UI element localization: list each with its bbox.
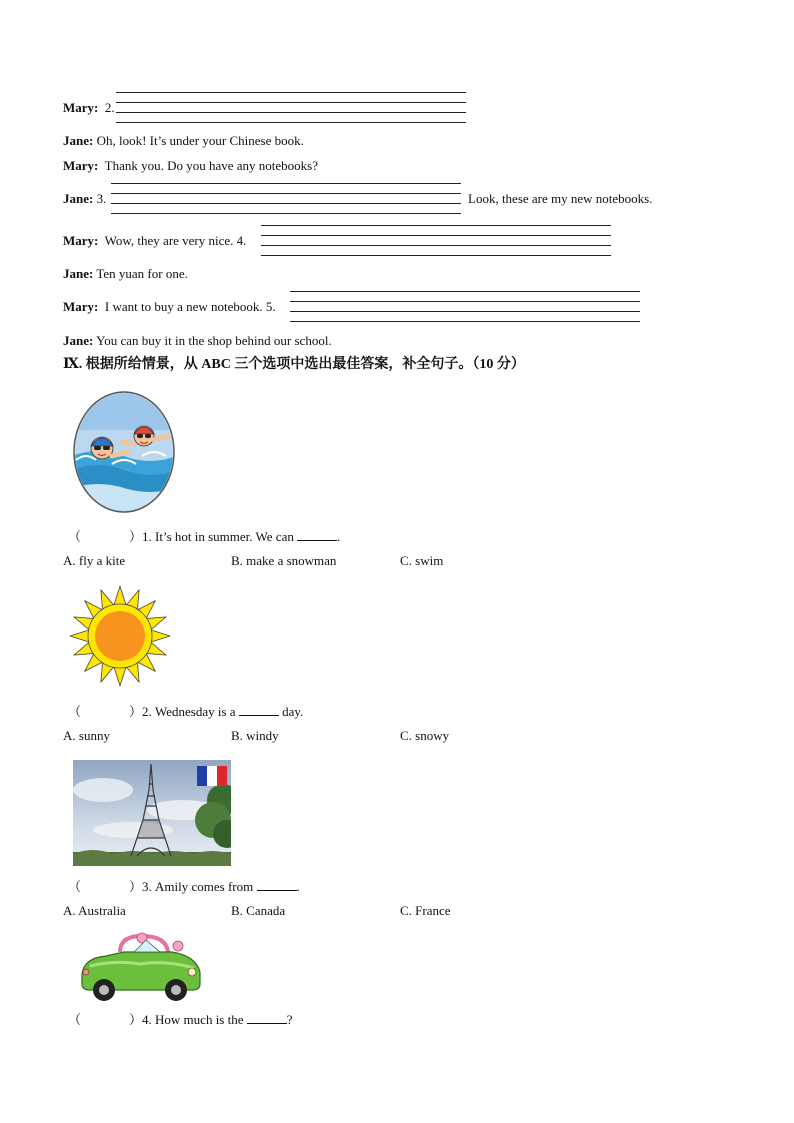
- dialogue-text: 3.: [96, 191, 107, 206]
- answer-line: [111, 213, 461, 214]
- answer-line: [261, 245, 611, 246]
- option-a: A. sunny: [63, 728, 110, 743]
- swimming-children-icon: [72, 390, 176, 514]
- dialogue-line: [63, 266, 188, 282]
- dialogue-text: Wow, they are very nice. 4.: [104, 233, 247, 248]
- answer-line: [111, 193, 461, 194]
- dialogue-line: [63, 233, 246, 249]
- speaker-label: Jane:: [63, 333, 94, 348]
- answer-line: [290, 321, 640, 322]
- option-c: C. France: [400, 903, 451, 918]
- answer-line: [116, 122, 466, 123]
- answer-line: [290, 301, 640, 302]
- question-stem-end: ?: [286, 1012, 293, 1027]
- dialogue-line: [63, 333, 332, 349]
- blank-line: [297, 528, 337, 541]
- dialogue-line: [63, 100, 115, 116]
- question-1: [68, 528, 340, 545]
- answer-line: [261, 235, 611, 236]
- question-stem: 2. Wednesday is a: [142, 704, 236, 719]
- option-b: B. make a snowman: [231, 553, 337, 568]
- question-4: [68, 1011, 293, 1028]
- question-stem: 4. How much is the: [142, 1012, 244, 1027]
- answer-line: [111, 203, 461, 204]
- question-2: [68, 703, 303, 720]
- option-b: B. Canada: [231, 903, 286, 918]
- answer-paren-close: ）: [129, 879, 143, 894]
- answer-paren-open: （: [68, 1012, 82, 1027]
- question-stem-end: .: [337, 529, 341, 544]
- speaker-label: Mary:: [63, 299, 99, 314]
- option-c: C. swim: [400, 553, 444, 568]
- question-3: [68, 878, 300, 895]
- question-stem-end: .: [296, 879, 300, 894]
- speaker-label: Mary:: [63, 233, 99, 248]
- question-stem: 3. Amily comes from: [142, 879, 254, 894]
- toy-car-icon: [76, 930, 206, 1004]
- question-stem: 1. It’s hot in summer. We can: [142, 529, 294, 544]
- dialogue-text: 2.: [104, 100, 115, 115]
- dialogue-text: Oh, look! It’s under your Chinese book.: [96, 133, 304, 148]
- answer-line: [290, 291, 640, 292]
- answer-line: [116, 102, 466, 103]
- dialogue-line: [63, 158, 318, 174]
- speaker-label: Mary:: [63, 158, 99, 173]
- blank-line: [257, 878, 297, 891]
- answer-line: [111, 183, 461, 184]
- answer-line: [261, 255, 611, 256]
- dialogue-line: [63, 191, 106, 207]
- answer-line: [116, 92, 466, 93]
- eiffel-tower-photo: [73, 760, 231, 866]
- dialogue-text: I want to buy a new notebook. 5.: [104, 299, 276, 314]
- sun-icon: [68, 585, 172, 687]
- dialogue-text: Ten yuan for one.: [96, 266, 188, 281]
- speaker-label: Jane:: [63, 266, 94, 281]
- speaker-label: Mary:: [63, 100, 99, 115]
- answer-line: [290, 311, 640, 312]
- blank-line: [239, 703, 279, 716]
- dialogue-text-after: Look, these are my new notebooks.: [468, 191, 653, 206]
- section-heading: Ⅸ. 根据所给情景，从 ABC 三个选项中选出最佳答案，补全句子。（10 分）: [63, 357, 525, 372]
- option-a: A. Australia: [63, 903, 126, 918]
- speaker-label: Jane:: [63, 133, 94, 148]
- answer-paren-open: （: [68, 529, 82, 544]
- answer-paren-close: ）: [129, 704, 143, 719]
- answer-line: [261, 225, 611, 226]
- answer-paren-close: ）: [129, 529, 143, 544]
- answer-paren-open: （: [68, 704, 82, 719]
- dialogue-line: [63, 299, 276, 315]
- dialogue-line: [63, 133, 304, 149]
- option-c: C. snowy: [400, 728, 450, 743]
- speaker-label: Jane:: [63, 191, 94, 206]
- dialogue-text: You can buy it in the shop behind our school.: [96, 333, 332, 348]
- answer-paren-open: （: [68, 879, 82, 894]
- option-b: B. windy: [231, 728, 279, 743]
- dialogue-text: Thank you. Do you have any notebooks?: [104, 158, 319, 173]
- blank-line: [247, 1011, 287, 1024]
- answer-line: [116, 112, 466, 113]
- answer-paren-close: ）: [129, 1012, 143, 1027]
- question-stem-end: day.: [278, 704, 304, 719]
- option-a: A. fly a kite: [63, 553, 126, 568]
